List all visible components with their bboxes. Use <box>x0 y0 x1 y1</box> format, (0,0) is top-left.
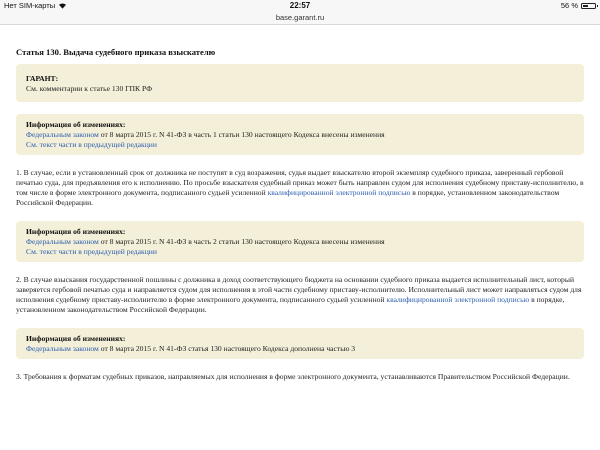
paragraph-text: 3. Требования к форматам судебных приказов, направляемых для исполнения в форме электронного документа, устанавливаются Правительством Российской Федерации. <box>16 372 570 381</box>
previous-edition-link[interactable]: См. текст части в предыдущей редакции <box>26 247 157 256</box>
paragraph-text: 2. В случае взыскания государственной пошлины с должника в доход соответствующего бюджета на основании судебного приказа выдается исполнительный лист, который заверяется гербовой печатью суда и направляется судом для исполнения в этой части судебному приставу-исполнителю. Исполнительный лист может направляться судом для исполнения судебному приставу-исполнителю в форме электронного документа, подписанного судьей усиленной <box>16 275 582 304</box>
carrier-label: Нет SIM-карты <box>4 1 56 10</box>
change-heading: Информация об изменениях: <box>26 120 126 129</box>
change-info-box <box>16 221 584 262</box>
paragraph-2 <box>16 275 584 315</box>
change-text <box>26 237 574 247</box>
federal-law-link[interactable]: Федеральным законом <box>26 130 99 139</box>
paragraph-text-end: в порядке, установленном законодательством Российской Федерации. <box>16 295 565 314</box>
change-info-box <box>16 114 584 155</box>
change-info-box <box>16 328 584 359</box>
paragraph-text-end: в порядке, установленном законодательством Российской Федерации. <box>16 188 560 207</box>
battery-icon <box>581 3 596 9</box>
qualified-signature-link[interactable]: квалифицированной электронной подписью <box>267 188 411 197</box>
battery-cap <box>597 5 599 7</box>
qualified-signature-link[interactable]: квалифицированной электронной подписью <box>386 295 530 304</box>
change-text <box>26 344 574 354</box>
article-content <box>0 25 600 382</box>
change-text <box>26 130 574 140</box>
url-text[interactable]: base.garant.ru <box>275 13 325 22</box>
change-heading: Информация об изменениях: <box>26 334 126 343</box>
paragraph-3 <box>16 372 584 382</box>
change-detail: от 8 марта 2015 г. N 41-ФЗ статья 130 настоящего Кодекса дополнена частью 3 <box>98 344 356 353</box>
garant-box <box>16 64 584 102</box>
previous-edition-link[interactable]: См. текст части в предыдущей редакции <box>26 140 157 149</box>
clock: 22:57 <box>289 0 311 10</box>
change-detail: от 8 марта 2015 г. N 41-ФЗ в часть 1 статьи 130 настоящего Кодекса внесены изменения <box>98 130 385 139</box>
paragraph-text: 1. В случае, если в установленный срок от должника не поступят в суд возражения, судья выдает взыскателю второй экземпляр судебного приказа, заверенный гербовой печатью суда, для предъявления его к исполнению. По просьбе взыскателя судебный приказ может быть направлен судом для исполнения судебному приставу-исполнителю, в том числе в форме электронного документа, подписанного судьей усиленной <box>16 168 584 197</box>
garant-text: См. комментарии к статье 130 ГПК РФ <box>26 84 153 93</box>
federal-law-link[interactable]: Федеральным законом <box>26 237 99 246</box>
change-detail: от 8 марта 2015 г. N 41-ФЗ в часть 2 статьи 130 настоящего Кодекса внесены изменения <box>98 237 385 246</box>
battery-fill <box>583 5 588 7</box>
address-bar[interactable] <box>0 12 600 25</box>
article-title: Статья 130. Выдача судебного приказа взыскателю <box>16 47 216 57</box>
garant-heading: ГАРАНТ: <box>26 74 59 83</box>
federal-law-link[interactable]: Федеральным законом <box>26 344 99 353</box>
battery-percent: 56 % <box>560 1 578 10</box>
status-bar <box>0 0 600 12</box>
change-heading: Информация об изменениях: <box>26 227 126 236</box>
status-right <box>561 1 596 10</box>
paragraph-1 <box>16 168 584 208</box>
